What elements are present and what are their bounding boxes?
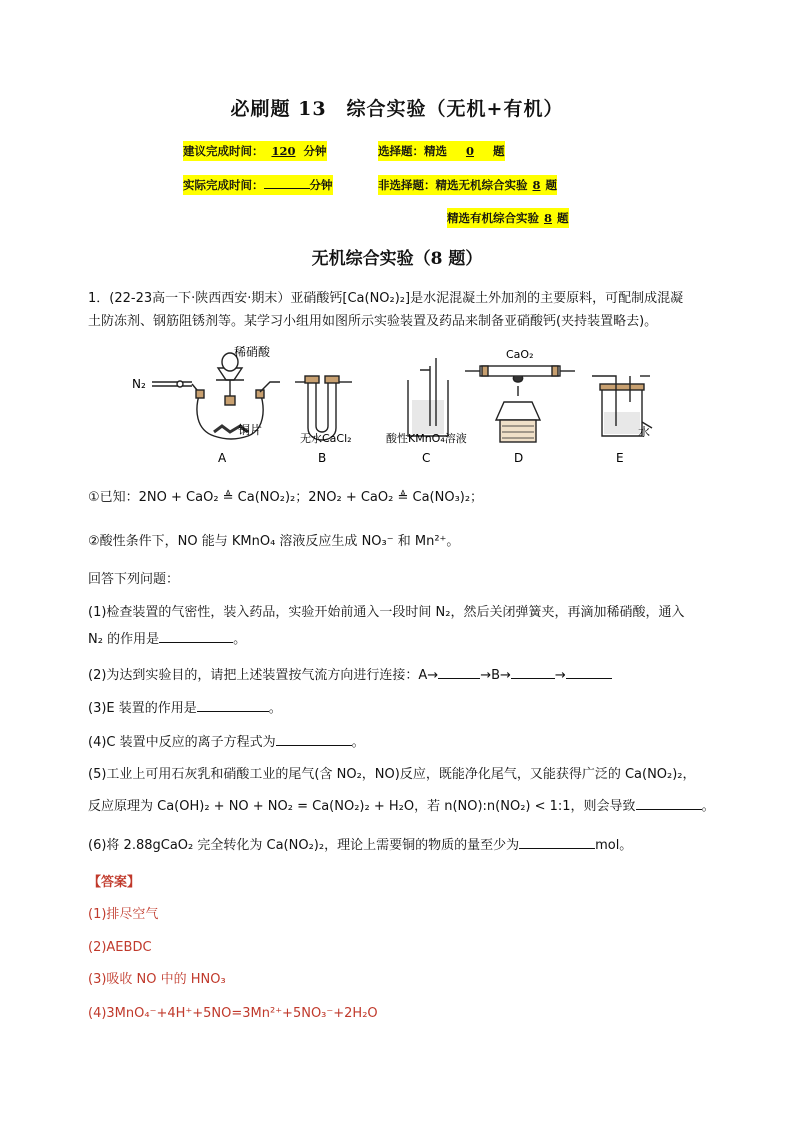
q5-blank: [636, 795, 702, 810]
q6-text: (6)将 2.88gCaO₂ 完全转化为 Ca(NO₂)₂，理论上需要铜的物质的量至少为: [88, 838, 520, 853]
c-reagent-label: 酸性KMnO₄溶液: [386, 432, 467, 445]
dilute-acid-label: 稀硝酸: [234, 345, 271, 359]
apparatus-figure: [130, 340, 670, 470]
cao2-label: CaO₂: [506, 348, 534, 361]
apparatus-d: [465, 366, 575, 442]
n2-label: N₂: [132, 377, 146, 391]
q4: [88, 731, 728, 754]
nonchoice-label: 非选择题：精选无机综合实验: [378, 178, 528, 192]
suggested-time-value: 120: [271, 144, 296, 158]
q2: [88, 664, 728, 687]
q3-blank: [197, 697, 269, 712]
apparatus-b: [295, 376, 352, 440]
question-intro-line1: 1．(22-23高一下·陕西西安·期末）亚硝酸钙[Ca(NO₂)₂]是水泥混凝土外加剂的主要原料，可配制成混凝: [88, 291, 684, 306]
q6-unit: mol。: [595, 838, 633, 853]
b-reagent-label: 无水CaCl₂: [300, 432, 352, 445]
nonchoice-count: [378, 175, 557, 195]
q4-text: (4)C 装置中反应的离子方程式为: [88, 735, 276, 750]
q2-arrow-b: →B→: [480, 668, 511, 683]
q2-arrow: →: [554, 668, 566, 683]
q5-line2: [88, 795, 728, 818]
letter-b: B: [318, 451, 327, 465]
apparatus-c: [408, 358, 448, 436]
q6: [88, 834, 728, 857]
answer-4: (4)3MnO₄⁻+4H⁺+5NO=3Mn²⁺+5NO₃⁻+2H₂O: [88, 1006, 378, 1021]
known-condition-2: ②酸性条件下，NO 能与 KMnO₄ 溶液反应生成 NO₃⁻ 和 Mn²⁺。: [88, 534, 460, 549]
copper-label: 铜片: [238, 423, 263, 437]
known-condition-1: ①已知：2NO + CaO₂ ≜ Ca(NO₂)₂；2NO₂ + CaO₂ ≜ Ca(NO₃)₂；: [88, 490, 484, 505]
q1-blank: [159, 628, 233, 643]
period: 。: [233, 632, 247, 647]
actual-time: [183, 175, 333, 195]
period: 。: [351, 735, 365, 750]
q2-blank-1: [438, 664, 480, 679]
q2-blank-3: [566, 664, 612, 679]
choice-label: 选择题：精选: [378, 144, 447, 158]
answer-3: (3)吸收 NO 中的 HNO₃: [88, 972, 226, 987]
q2-blank-2: [511, 664, 555, 679]
page-title: 必刷题 13 综合实验（无机+有机）: [230, 98, 564, 120]
suggested-time-label: 建议完成时间：: [183, 144, 264, 158]
actual-time-value: [264, 188, 310, 189]
nonchoice-value: 8: [532, 178, 541, 192]
q6-blank: [519, 834, 595, 849]
answer-prompt: 回答下列问题：: [88, 572, 180, 587]
q5-line1: (5)工业上可用石灰乳和硝酸工业的尾气(含 NO₂，NO)反应，既能净化尾气，又能获得广泛的 Ca(NO₂)₂，: [88, 767, 696, 782]
organic-value: 8: [543, 211, 552, 225]
period: 。: [701, 799, 715, 814]
answer-2: (2)AEBDC: [88, 940, 152, 955]
letter-d: D: [514, 451, 524, 465]
ti-label: 题: [557, 211, 569, 225]
letter-e: E: [616, 451, 624, 465]
letter-c: C: [422, 451, 431, 465]
ti-label: 题: [493, 144, 505, 158]
water-label: 水: [638, 425, 651, 439]
answer-1: (1)排尽空气: [88, 907, 159, 922]
q5-text: 反应原理为 Ca(OH)₂ + NO + NO₂ = Ca(NO₂)₂ + H₂O，若 n(NO):n(NO₂) < 1:1，则会导致: [88, 799, 636, 814]
question-intro-line2: 土防冻剂、钢筋阻锈剂等。某学习小组用如图所示实验装置及药品来制备亚硝酸钙(夹持装置略去)。: [88, 314, 658, 329]
ti-label: 题: [545, 178, 557, 192]
choice-value: 0: [465, 144, 474, 158]
q3-text: (3)E 装置的作用是: [88, 701, 197, 716]
q1-line1: (1)检查装置的气密性，装入药品，实验开始前通入一段时间 N₂，然后关闭弹簧夹，再滴加稀硝酸，通入: [88, 605, 685, 620]
q4-blank: [276, 731, 352, 746]
letter-a: A: [218, 451, 227, 465]
suggested-time: [183, 141, 327, 161]
q1-text: N₂ 的作用是: [88, 632, 160, 647]
minute-label: 分钟: [309, 178, 333, 192]
choice-count: [378, 141, 505, 161]
actual-time-label: 实际完成时间：: [183, 178, 264, 192]
minute-label: 分钟: [303, 144, 327, 158]
organic-label: 精选有机综合实验: [447, 211, 539, 225]
q1-line2: [88, 628, 728, 651]
q3: [88, 697, 728, 720]
answer-header: 【答案】: [88, 875, 141, 890]
section-title: 无机综合实验（8 题）: [311, 249, 483, 269]
q2-text: (2)为达到实验目的，请把上述装置按气流方向进行连接：A→: [88, 668, 439, 683]
period: 。: [268, 701, 282, 716]
organic-count: [447, 208, 569, 228]
